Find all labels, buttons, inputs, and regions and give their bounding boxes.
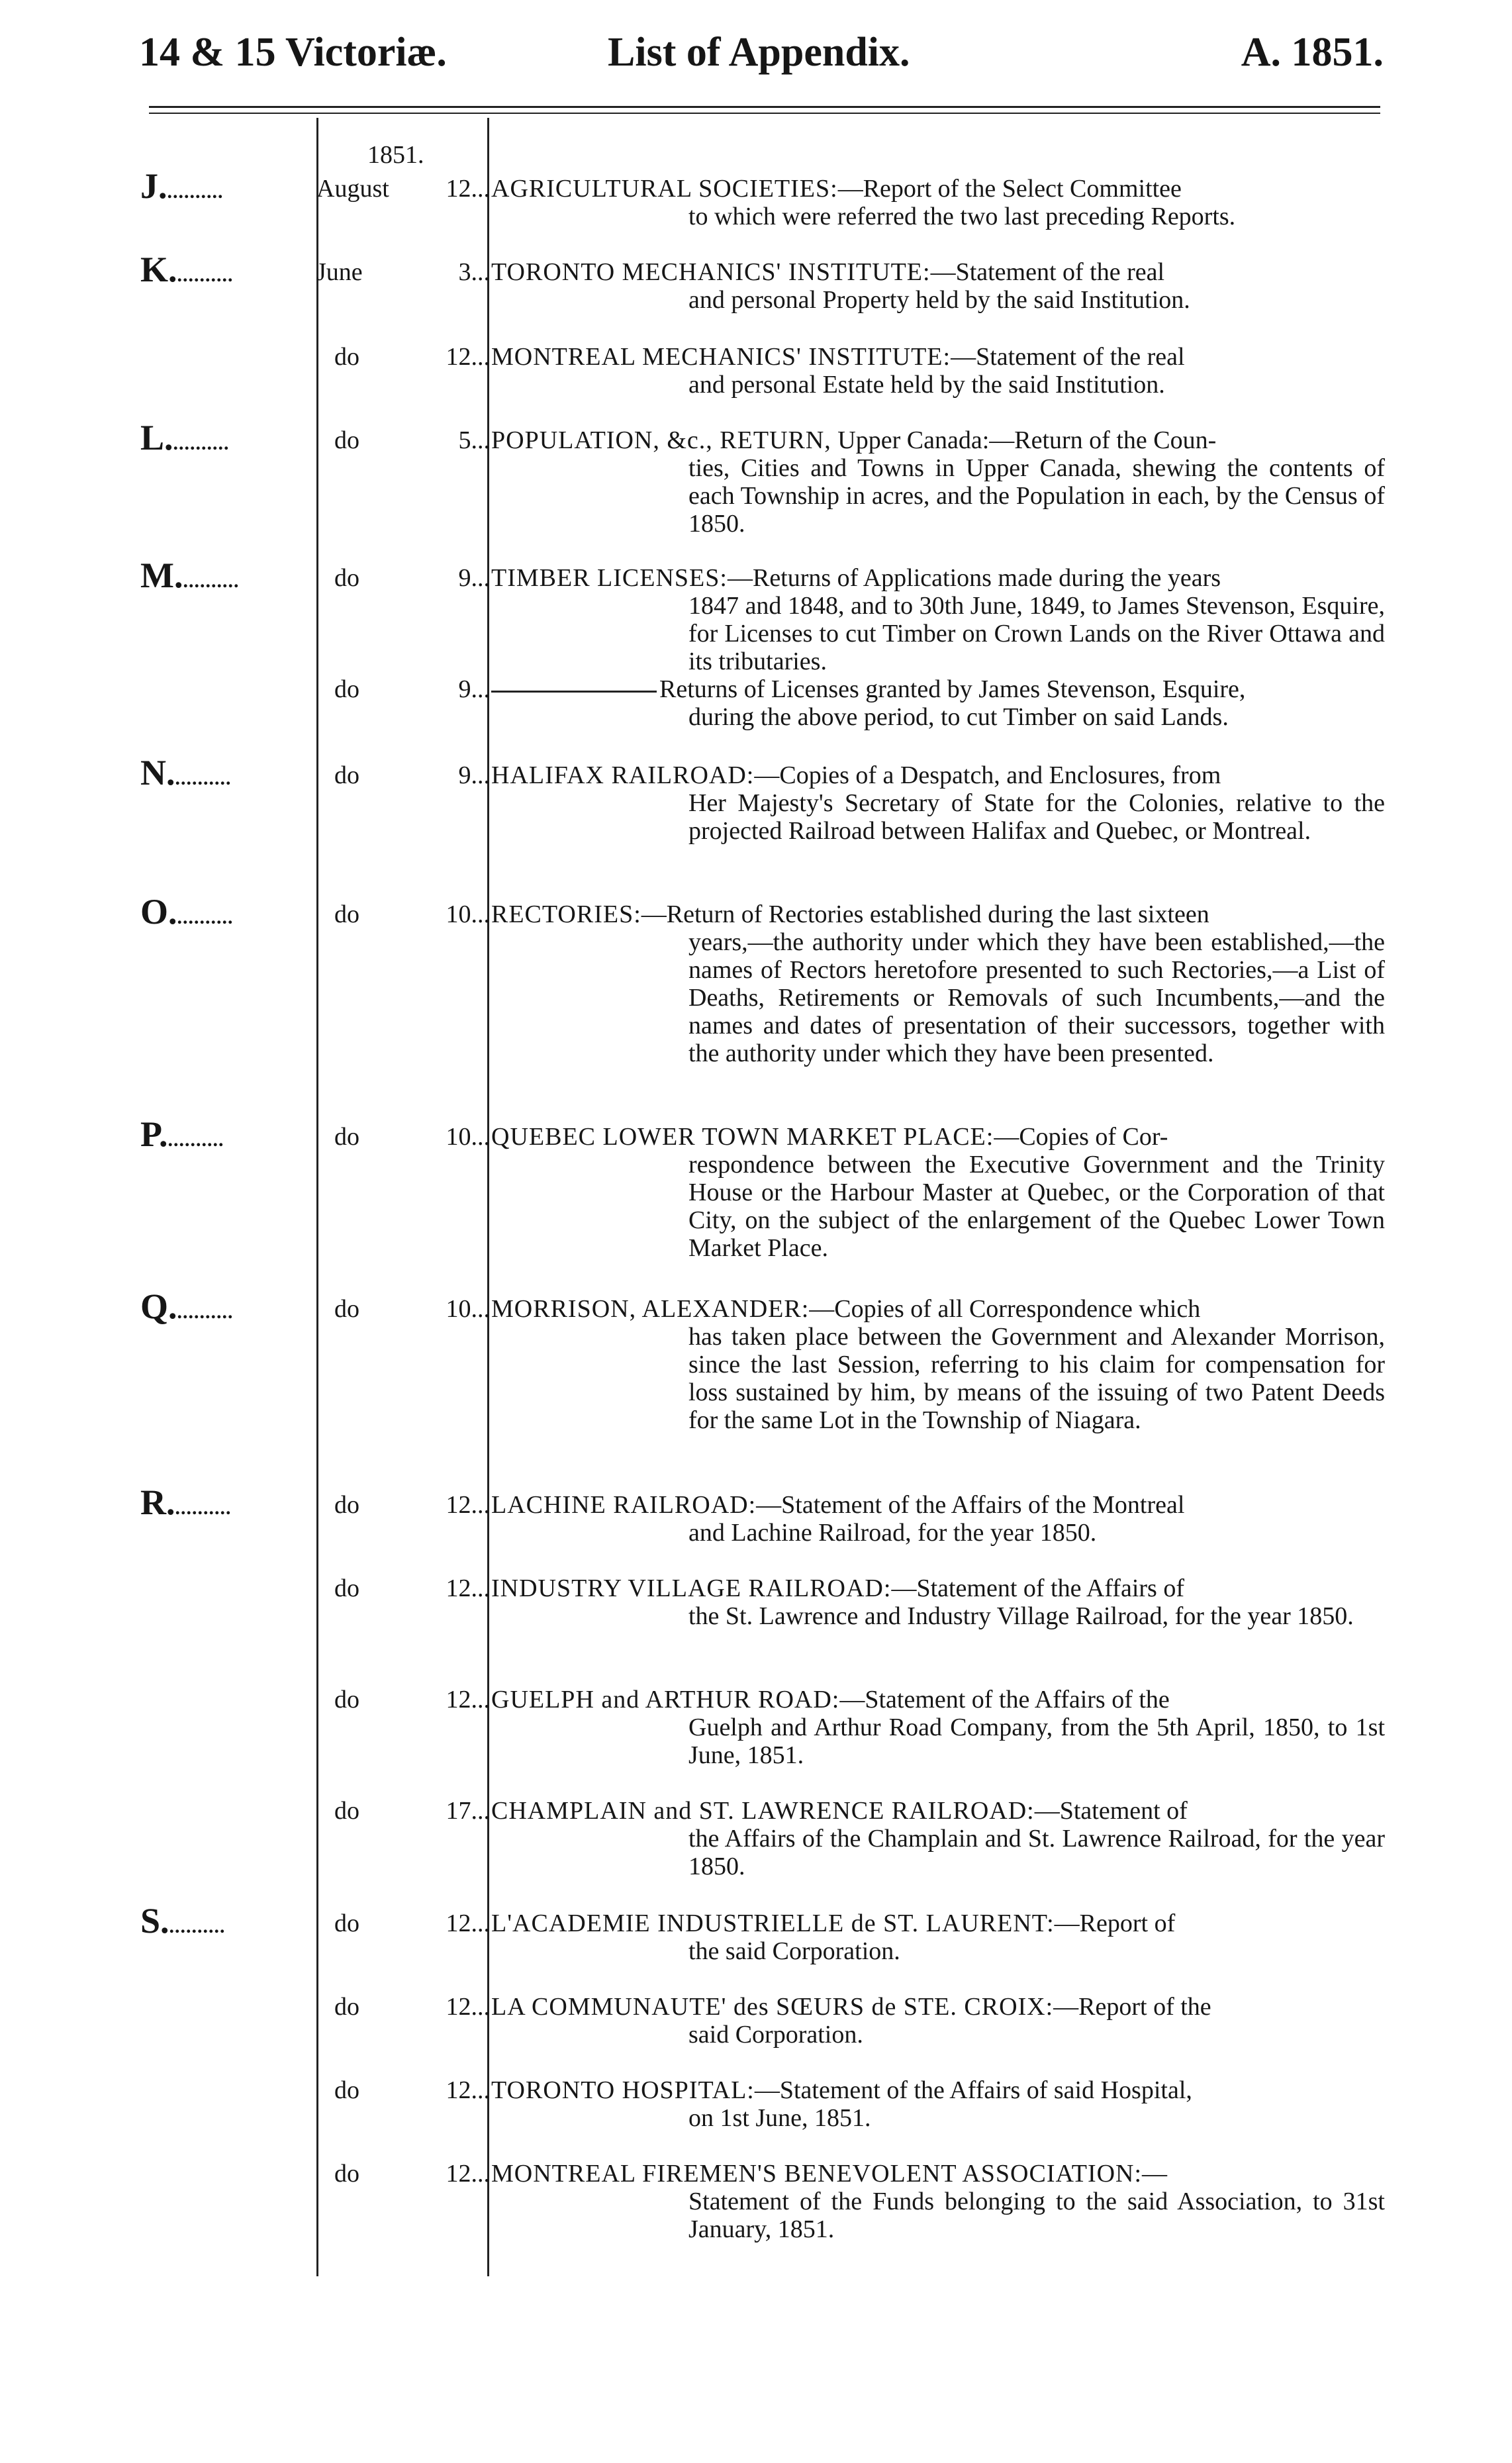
- entry-description: Guelph and Arthur Road Company, from the 5th April, 1850, to 1st June, 1851.: [688, 1714, 1385, 1769]
- entry-title: GUELPH and ARTHUR ROAD:: [491, 1686, 840, 1714]
- entry-subject: [491, 1123, 1385, 1151]
- entry-day: 12...: [446, 2076, 490, 2104]
- entry-lead: —Copies of all Correspondence which: [809, 1295, 1201, 1323]
- entry-description: and personal Estate held by the said Institution.: [688, 371, 1165, 399]
- entry-lead: —Report of: [1054, 1909, 1176, 1937]
- appendix-letter: N...........: [140, 759, 232, 793]
- entry-lead: —Report of the Select Committee: [837, 175, 1182, 203]
- entry-description: and Lachine Railroad, for the year 1850.: [688, 1519, 1097, 1547]
- entry-day: 12...: [446, 2160, 490, 2188]
- entry-description: to which were referred the two last preceding Reports.: [688, 203, 1236, 230]
- entry-day: 12...: [446, 1491, 490, 1519]
- list-title: List of Appendix.: [608, 30, 910, 75]
- entry-description: 1847 and 1848, and to 30th June, 1849, to James Stevenson, Esquire, for Licenses to cut Timber on Crown Lands on the River Ottawa and its tributaries.: [688, 592, 1385, 675]
- entry-subject: [491, 1574, 1385, 1602]
- entry-description: during the above period, to cut Timber on said Lands.: [688, 703, 1229, 731]
- entry-lead: —Copies of a Despatch, and Enclosures, from: [754, 761, 1221, 789]
- entry-subject: [491, 1797, 1385, 1825]
- entry-title: LACHINE RAILROAD:: [491, 1491, 757, 1519]
- entry-lead: —Statement of the Affairs of said Hospital,: [754, 2076, 1192, 2104]
- page-header: [139, 23, 1384, 82]
- entry-subject: [491, 343, 1385, 371]
- session-title: 14 & 15 Victoriæ.: [139, 30, 447, 75]
- entry-lead: —Statement of the real: [951, 343, 1185, 371]
- entry-title: TORONTO HOSPITAL:: [491, 2076, 755, 2104]
- entry-lead: —Returns of Applications made during the years: [727, 564, 1221, 592]
- entry-subject: [491, 564, 1385, 592]
- appendix-letter: L...........: [140, 424, 230, 458]
- entry-month: do: [334, 564, 359, 592]
- entry-subject: [491, 2076, 1385, 2104]
- entry-subject: [491, 258, 1385, 286]
- column-divider-left: [316, 118, 318, 2276]
- entry-title: LA COMMUNAUTE' des SŒURS de STE. CROIX:: [491, 1993, 1054, 2021]
- entry-month: August: [316, 175, 389, 203]
- appendix-letter: J...........: [140, 172, 224, 206]
- appendix-letter: S...........: [140, 1907, 226, 1941]
- entry-day: 10...: [446, 1295, 490, 1323]
- entry-day: 9...: [458, 761, 490, 789]
- entry-subject: [491, 1491, 1385, 1519]
- entry-lead: —Statement of: [1034, 1797, 1188, 1825]
- entry-lead: —Copies of Cor-: [994, 1123, 1168, 1151]
- entry-title: MONTREAL MECHANICS' INSTITUTE:: [491, 343, 951, 371]
- appendix-letter: M...........: [140, 561, 240, 595]
- entry-month: do: [334, 900, 359, 928]
- entry-month: do: [334, 2160, 359, 2188]
- entry-day: 12...: [446, 1909, 490, 1937]
- appendix-letter: Q...........: [140, 1292, 234, 1326]
- entry-lead: —Report of the: [1053, 1993, 1211, 2021]
- entry-month: do: [334, 1909, 359, 1937]
- entry-month: do: [334, 761, 359, 789]
- entry-description: the St. Lawrence and Industry Village Railroad, for the year 1850.: [688, 1602, 1354, 1630]
- entry-day: 12...: [446, 1686, 490, 1714]
- entry-subject: [491, 175, 1385, 203]
- entry-month: do: [334, 2076, 359, 2104]
- entry-month: do: [334, 1797, 359, 1825]
- entry-day: 5...: [458, 426, 490, 454]
- entry-day: 12...: [446, 343, 490, 371]
- entry-title: AGRICULTURAL SOCIETIES:: [491, 175, 838, 203]
- entry-subject: [491, 761, 1385, 789]
- entry-title: TIMBER LICENSES:: [491, 564, 728, 592]
- entry-lead: Upper Canada:—Return of the Coun-: [831, 426, 1217, 454]
- entry-title: MORRISON, ALEXANDER:: [491, 1295, 810, 1323]
- ditto-dash: [491, 691, 657, 693]
- entry-subject: [491, 1295, 1385, 1323]
- entry-description: the said Corporation.: [688, 1937, 900, 1965]
- entry-month: do: [334, 1295, 359, 1323]
- entry-day: 9...: [458, 564, 490, 592]
- entry-lead: —: [1142, 2160, 1168, 2188]
- entry-title: HALIFAX RAILROAD:: [491, 761, 755, 789]
- entry-subject: [491, 1686, 1385, 1714]
- entry-day: 12...: [446, 175, 490, 203]
- entry-month: do: [334, 1686, 359, 1714]
- entry-title: POPULATION, &c., RETURN,: [491, 426, 831, 454]
- entry-subject: [491, 675, 1385, 703]
- entry-day: 10...: [446, 1123, 490, 1151]
- entry-description: the Affairs of the Champlain and St. Lawrence Railroad, for the year 1850.: [688, 1825, 1385, 1880]
- entry-title: CHAMPLAIN and ST. LAWRENCE RAILROAD:: [491, 1797, 1035, 1825]
- entry-month: do: [334, 426, 359, 454]
- entry-subject: [491, 1993, 1385, 2021]
- entry-description: respondence between the Executive Government and the Trinity House or the Harbour Master at Quebec, or the Corporation of that City, on the subject of the enlargement of the Quebec Lower Town Market Place.: [688, 1151, 1385, 1262]
- entry-subject: [491, 1909, 1385, 1937]
- appendix-letter: R...........: [140, 1488, 232, 1522]
- entry-description: on 1st June, 1851.: [688, 2104, 871, 2132]
- appendix-letter: O...........: [140, 898, 234, 932]
- entry-month: do: [334, 1491, 359, 1519]
- entry-description: ties, Cities and Towns in Upper Canada, shewing the contents of each Township in acres, and the Population in each, by the Census of 1850.: [688, 454, 1385, 538]
- entry-lead: —Statement of the Affairs of the: [839, 1686, 1170, 1714]
- appendix-letter: K...........: [140, 256, 234, 289]
- entry-title: MONTREAL FIREMEN'S BENEVOLENT ASSOCIATION:: [491, 2160, 1143, 2188]
- entry-month: do: [334, 343, 359, 371]
- header-rule-top: [149, 106, 1380, 108]
- entry-lead: —Statement of the real: [930, 258, 1165, 286]
- entry-day: 9...: [458, 675, 490, 703]
- entry-month: do: [334, 1123, 359, 1151]
- entry-subject: [491, 426, 1385, 454]
- appendix-letter: P...........: [140, 1120, 224, 1154]
- appendix-year: A. 1851.: [1241, 30, 1384, 75]
- entry-lead: —Statement of the Affairs of the Montreal: [756, 1491, 1185, 1519]
- entry-month: do: [334, 1574, 359, 1602]
- entry-lead: —Return of Rectories established during the last sixteen: [641, 900, 1209, 928]
- year-heading: 1851.: [367, 141, 424, 169]
- entry-month: do: [334, 675, 359, 703]
- entry-description: said Corporation.: [688, 2021, 863, 2049]
- entry-lead: —Statement of the Affairs of: [891, 1574, 1184, 1602]
- entry-description: Statement of the Funds belonging to the said Association, to 31st January, 1851.: [688, 2188, 1385, 2243]
- entry-title: L'ACADEMIE INDUSTRIELLE de ST. LAURENT:: [491, 1909, 1055, 1937]
- entry-day: 10...: [446, 900, 490, 928]
- entry-month: do: [334, 1993, 359, 2021]
- entry-day: 12...: [446, 1993, 490, 2021]
- entry-day: 17...: [446, 1797, 490, 1825]
- entry-description: and personal Property held by the said Institution.: [688, 286, 1190, 314]
- entry-description: years,—the authority under which they have been established,—the names of Rectors heretofore presented to such Rectories,—a List of Deaths, Retirements or Removals of such Incumbents,—and the names and dates of presentation of their successors, together with the authority under which they have been presented.: [688, 928, 1385, 1067]
- entry-day: 12...: [446, 1574, 490, 1602]
- header-rule-bottom: [149, 113, 1380, 114]
- entry-lead: Returns of Licenses granted by James Stevenson, Esquire,: [659, 675, 1246, 703]
- entry-month: June: [316, 258, 363, 286]
- entry-description: has taken place between the Government and Alexander Morrison, since the last Session, referring to his claim for compensation for loss sustained by him, by means of the issuing of two Patent Deeds for the same Lot in the Township of Niagara.: [688, 1323, 1385, 1434]
- entry-title: RECTORIES:: [491, 900, 641, 928]
- entry-description: Her Majesty's Secretary of State for the Colonies, relative to the projected Railroad between Halifax and Quebec, or Montreal.: [688, 789, 1385, 845]
- entry-subject: [491, 2160, 1385, 2188]
- entry-title: QUEBEC LOWER TOWN MARKET PLACE:: [491, 1123, 994, 1151]
- entry-subject: [491, 900, 1385, 928]
- entry-title: INDUSTRY VILLAGE RAILROAD:: [491, 1574, 892, 1602]
- entry-title: TORONTO MECHANICS' INSTITUTE:: [491, 258, 931, 286]
- entry-day: 3...: [458, 258, 490, 286]
